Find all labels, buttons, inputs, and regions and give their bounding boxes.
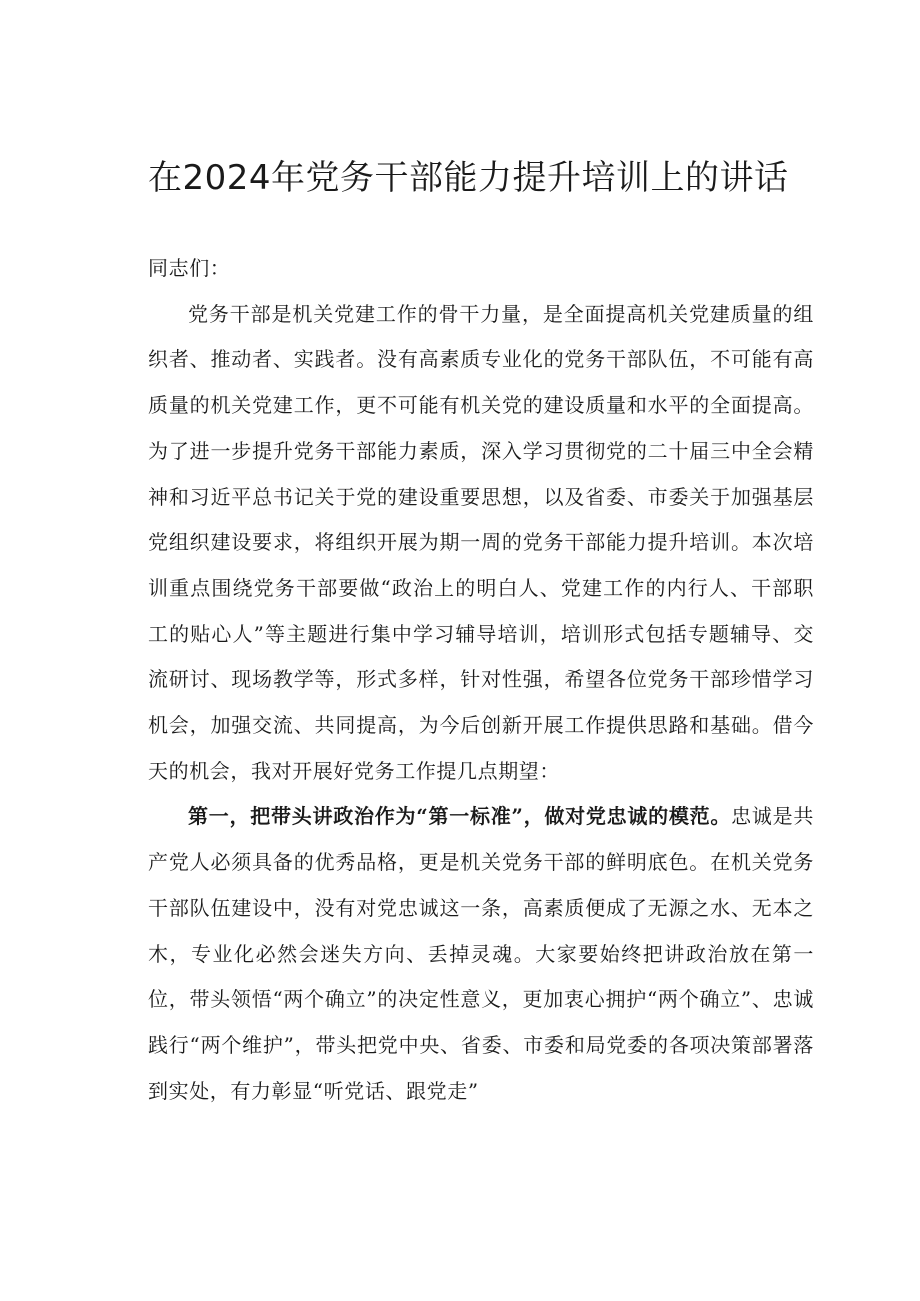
section-1-body: 忠诚是共产党人必须具备的优秀品格，更是机关党务干部的鲜明底色。在机关党务干部队伍建设中，没有对党忠诚这一条，高素质便成了无源之水、无本之木，专业化必然会迷失方向、丢掉灵魂。大家要始终把讲政治放在第一位，带头领悟“两个确立”的决定性意义，更加衷心拥护“两个确立”、忠诚践行“两个维护”，带头把党中央、省委、市委和局党委的各项决策部署落到实处，有力彰显“听党话、跟党走” [148,804,814,1103]
paragraph-intro: 党务干部是机关党建工作的骨干力量，是全面提高机关党建质量的组织者、推动者、实践者。没有高素质专业化的党务干部队伍，不可能有高质量的机关党建工作，更不可能有机关党的建设质量和水平的全面提高。为了进一步提升党务干部能力素质，深入学习贯彻党的二十届三中全会精神和习近平总书记关于党的建设重要思想，以及省委、市委关于加强基层党组织建设要求，将组织开展为期一周的党务干部能力提升培训。本次培训重点围绕党务干部要做“政治上的明白人、党建工作的内行人、干部职工的贴心人”等主题进行集中学习辅导培训，培训形式包括专题辅导、交流研讨、现场教学等，形式多样，针对性强，希望各位党务干部珍惜学习机会，加强交流、共同提高，为今后创新开展工作提供思路和基础。借今天的机会，我对开展好党务工作提几点期望： [148,301,814,783]
document-body [148,246,814,1114]
document-title: 在2024年党务干部能力提升培训上的讲话 [148,158,789,198]
section-1-heading: 第一，把带头讲政治作为“第一标准”，做对党忠诚的模范。 [188,804,732,829]
paragraph-section-1 [148,794,814,1114]
salutation: 同志们： [148,256,231,280]
